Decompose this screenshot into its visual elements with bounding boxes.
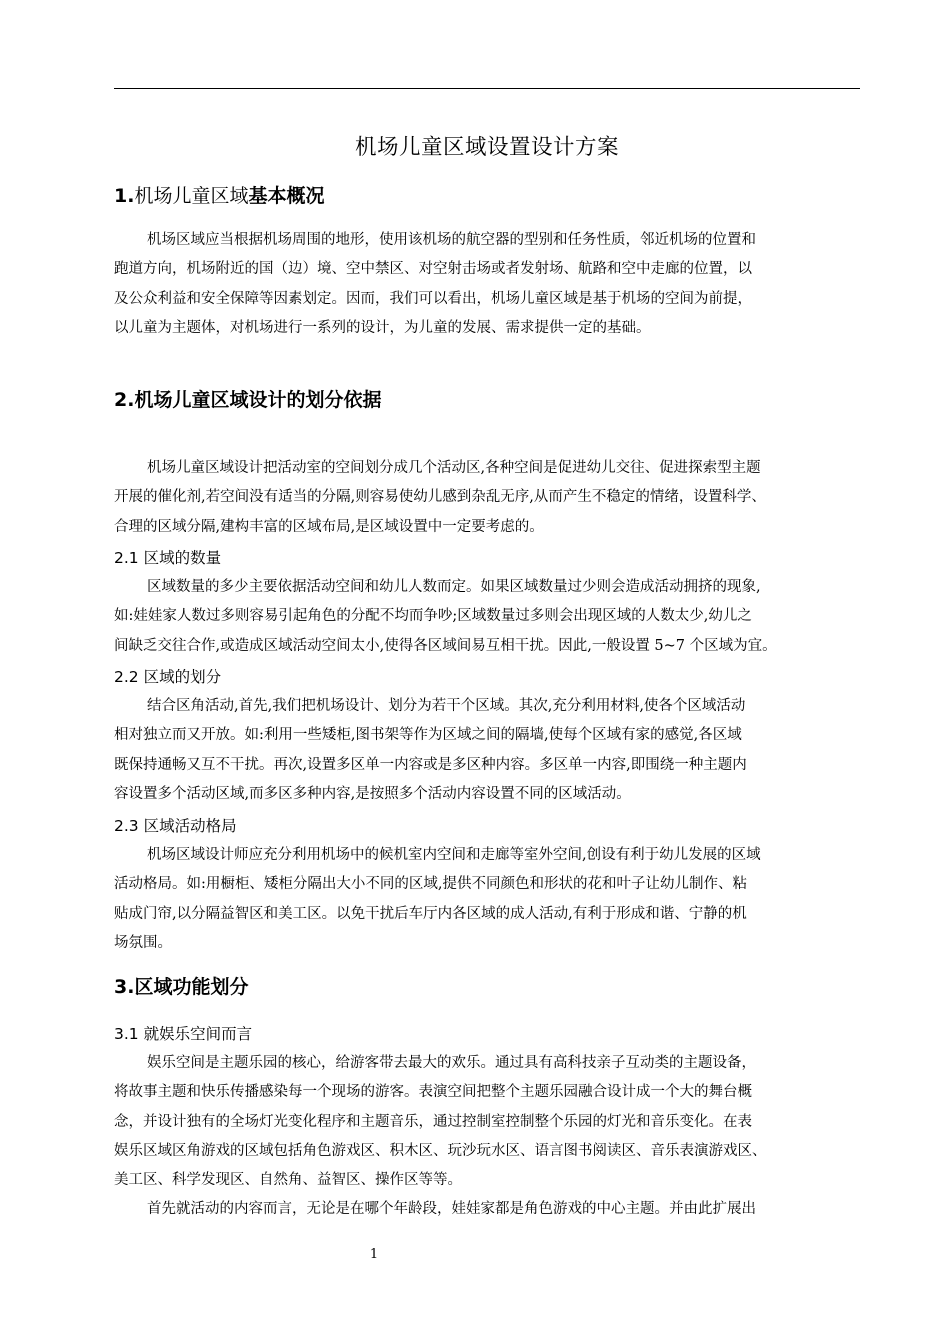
text-line: 机场区域设计师应充分利用机场中的候机室内空间和走廊等室外空间,创设有利于幼儿发展的区域 xyxy=(147,847,761,863)
text-line: 开展的催化剂,若空间没有适当的分隔,则容易使幼儿感到杂乱无序,从而产生不稳定的情绪，设置科学、 xyxy=(114,489,766,506)
text-line: 场氛围。 xyxy=(114,934,172,951)
text-line: 将故事主题和快乐传播感染每一个现场的游客。表演空间把整个主题乐园融合设计成一个大的舞台概 xyxy=(114,1084,752,1101)
text-line: 既保持通畅又互不干扰。再次,设置多区单一内容或是多区种内容。多区单一内容,即围绕一种主题内 xyxy=(114,756,747,773)
section-1-paragraph xyxy=(114,226,860,343)
text-line: 如:娃娃家人数过多则容易引起角色的分配不均而争吵;区域数量过多则会出现区域的人数太少,幼儿之 xyxy=(114,608,752,625)
subsection-3-1-paragraph xyxy=(114,1049,860,1225)
text-line: 间缺乏交往合作,或造成区域活动空间太小,使得各区域间易互相干扰。因此,一般设置 5~7 个区域为宜。 xyxy=(114,637,777,654)
header-rule xyxy=(114,88,860,89)
section-2-number: 2. xyxy=(114,389,135,411)
text-line: 区域数量的多少主要依据活动空间和幼儿人数而定。如果区域数量过少则会造成活动拥挤的现象, xyxy=(147,579,761,595)
text-line: 娱乐空间是主题乐园的核心，给游客带去最大的欢乐。通过具有高科技亲子互动类的主题设备， xyxy=(147,1055,756,1071)
section-1-heading-bold: 基本概况 xyxy=(248,185,325,207)
text-line: 机场区域应当根据机场周围的地形，使用该机场的航空器的型别和任务性质，邻近机场的位置和 xyxy=(147,232,756,248)
subsection-2-3-heading: 2.3 区域活动格局 xyxy=(114,817,237,835)
section-3-heading-bold: 区域功能划分 xyxy=(134,976,249,998)
page-number: 1 xyxy=(369,1247,379,1262)
section-3-number: 3. xyxy=(114,976,135,998)
section-2-paragraph xyxy=(114,454,860,542)
document-title: 机场儿童区域设置设计方案 xyxy=(354,135,619,160)
subsection-2-2-paragraph xyxy=(114,692,860,809)
text-line: 及公众利益和安全保障等因素划定。因而，我们可以看出，机场儿童区域是基于机场的空间为前提， xyxy=(114,290,752,307)
text-line: 娱乐区域区角游戏的区域包括角色游戏区、积木区、玩沙玩水区、语言图书阅读区、音乐表演游戏区、 xyxy=(114,1142,767,1159)
section-1-heading-light: 机场儿童区域 xyxy=(134,185,249,207)
text-line: 结合区角活动,首先,我们把机场设计、划分为若干个区域。其次,充分利用材料,使各个区域活动 xyxy=(147,698,746,714)
section-2-heading xyxy=(114,385,381,412)
section-2-heading-bold: 机场儿童区域设计的划分依据 xyxy=(134,389,382,411)
text-line: 贴成门帘,以分隔益智区和美工区。以免干扰后车厅内各区域的成人活动,有利于形成和谐、宁静的机 xyxy=(114,905,747,922)
text-line: 以儿童为主题体，对机场进行一系列的设计，为儿童的发展、需求提供一定的基础。 xyxy=(114,319,651,336)
subsection-2-1-heading: 2.1 区域的数量 xyxy=(114,549,222,567)
text-line: 跑道方向，机场附近的国（边）境、空中禁区、对空射击场或者发射场、航路和空中走廊的位置，以 xyxy=(114,261,752,278)
section-1-number: 1. xyxy=(114,185,135,207)
text-line: 相对独立而又开放。如:利用一些矮柜,图书架等作为区域之间的隔墙,使每个区域有家的感觉,各区域 xyxy=(114,727,742,744)
subsection-2-3-paragraph xyxy=(114,841,860,958)
text-line: 念，并设计独有的全场灯光变化程序和主题音乐，通过控制室控制整个乐园的灯光和音乐变化。在表 xyxy=(114,1113,752,1130)
subsection-3-1-heading: 3.1 就娱乐空间而言 xyxy=(114,1025,253,1043)
text-line: 美工区、科学发现区、自然角、益智区、操作区等等。 xyxy=(114,1172,462,1189)
subsection-2-1-paragraph xyxy=(114,573,860,661)
section-1-heading xyxy=(114,181,324,208)
subsection-2-2-heading: 2.2 区域的划分 xyxy=(114,668,222,686)
text-line: 容设置多个活动区域,而多区多种内容,是按照多个活动内容设置不同的区域活动。 xyxy=(114,785,631,802)
text-line: 机场儿童区域设计把活动室的空间划分成几个活动区,各种空间是促进幼儿交往、促进探索型主题 xyxy=(147,460,761,476)
text-line: 合理的区域分隔,建构丰富的区域布局,是区域设置中一定要考虑的。 xyxy=(114,518,544,535)
text-line: 活动格局。如:用橱柜、矮柜分隔出大小不同的区域,提供不同颜色和形状的花和叶子让幼儿制作、粘 xyxy=(114,876,747,893)
section-3-heading xyxy=(114,972,248,999)
text-line: 首先就活动的内容而言，无论是在哪个年龄段，娃娃家都是角色游戏的中心主题。并由此扩展出 xyxy=(147,1201,756,1218)
